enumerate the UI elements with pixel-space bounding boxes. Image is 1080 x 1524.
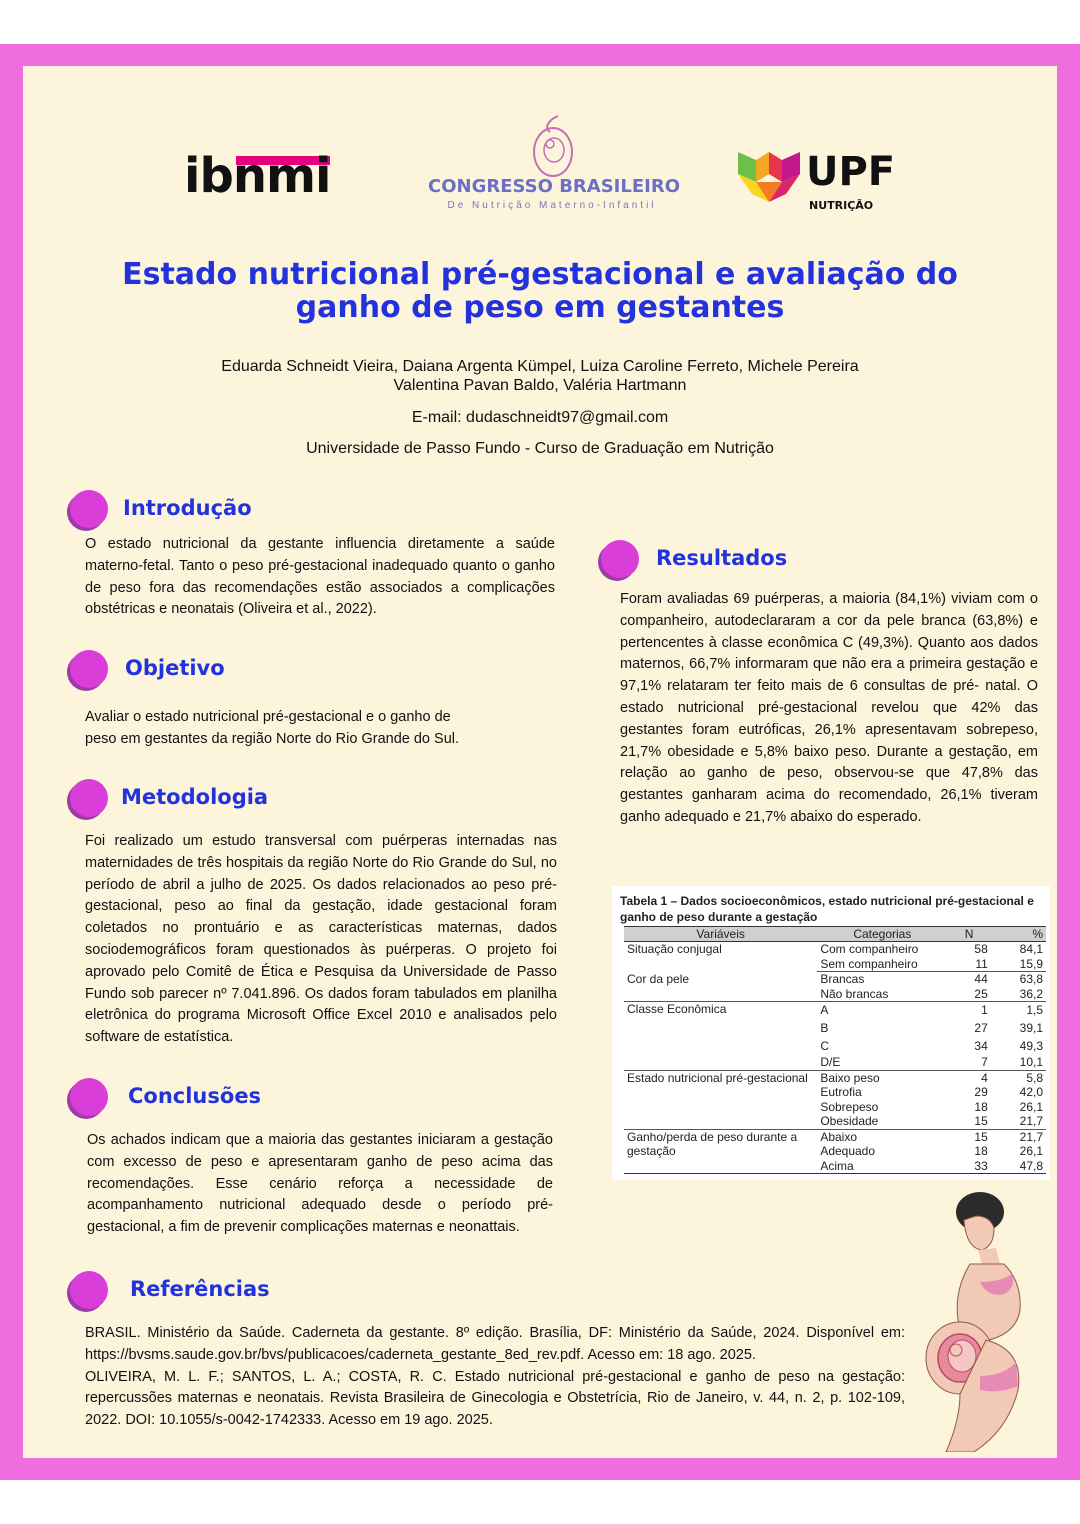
- table-cell-variable: Cor da pele: [624, 972, 817, 1002]
- ibnmi-logo: ibnmi: [184, 148, 331, 204]
- table-cell-n: 18: [974, 1144, 988, 1158]
- congresso-logo-title: CONGRESSO BRASILEIRO: [428, 176, 680, 197]
- title-line-2: ganho de peso em gestantes: [295, 290, 785, 325]
- resultados-text: Foram avaliadas 69 puérperas, a maioria (84,1%) viviam com o companheiro, autodeclararam a cor da pele branca (63,8%) e pertencentes à classe econômica C (49,3%). Quanto aos dados maternos, 66,7% informaram que não era a primeira gestação e 97,1% relataram ter feito mais de 6 consultas de pré- natal. O estado nutricional pré-gestacional revelou que 42% das gestantes foram eutróficas, 26,1% apresentavam sobrepeso, 21,7% obesidade e 5,8% baixo peso. Durante a gestação, em relação ao ganho de peso, observou-se que 47,8% das gestantes ganharam acima do recomendado, 26,1% tiveram ganho adequado e 21,7% abaixo do esperado.: [620, 591, 1038, 825]
- table-cell-category: Baixo peso: [820, 1070, 880, 1085]
- resultados-bullet-icon: [601, 540, 639, 578]
- table-cell-category: Abaixo: [820, 1129, 858, 1144]
- table-row: [624, 942, 1046, 957]
- table-cell-category: D/E: [817, 1055, 947, 1070]
- referencias-heading: Referências: [130, 1277, 270, 1301]
- table-cell-category: Adequado: [820, 1144, 876, 1158]
- table-cell-variable: Classe Econômica: [624, 1002, 817, 1071]
- table-cell-category: Acima: [817, 1159, 947, 1174]
- table-cell-pct: 42,0: [1019, 1085, 1043, 1099]
- introducao-text: O estado nutricional da gestante influencia diretamente a saúde materno-fetal. Tanto o peso pré-gestacional inadequado quanto o ganho de peso fora das recomendações estão associados a complicações obstétricas e neonatais (Oliveira et al., 2022).: [85, 536, 555, 618]
- table-cell-category: Obesidade: [817, 1114, 947, 1129]
- table-cell-pct: 26,1: [1019, 1144, 1043, 1158]
- table-cell-pct: 47,8: [991, 1159, 1046, 1174]
- table-cell-pct: 63,8: [1019, 972, 1043, 986]
- poster-title: [60, 258, 1020, 324]
- table-header-pct: %: [991, 927, 1046, 942]
- pregnant-woman-illustration: [920, 1190, 1046, 1452]
- table-cell-category: C: [820, 1039, 829, 1053]
- table-cell-n: 44: [974, 972, 988, 986]
- table-cell-pct: 15,9: [991, 957, 1046, 972]
- referencias-text: [85, 1323, 905, 1432]
- upf-logo-text: UPF: [806, 149, 896, 195]
- table-cell-pct: 26,1: [1019, 1099, 1043, 1114]
- metodologia-bullet-icon: [70, 779, 108, 817]
- table-cell-n: 15: [974, 1129, 988, 1144]
- objetivo-line-2: peso em gestantes da região Norte do Rio Grande do Sul.: [85, 730, 460, 747]
- table-cell-n: 7: [947, 1055, 990, 1070]
- table-row: [624, 1070, 1046, 1085]
- table-cell-pct: 5,8: [1026, 1070, 1043, 1085]
- table-cell-variable: Situação conjugal: [627, 942, 722, 956]
- table-cell-variable: Ganho/perda de peso durante a gestação: [624, 1129, 817, 1174]
- table-cell-n: 4: [981, 1070, 988, 1085]
- table-caption: Tabela 1 – Dados socioeconômicos, estado nutricional pré-gestacional e ganho de peso durante a gestação: [620, 894, 1034, 924]
- authors-line-1: Eduarda Schneidt Vieira, Daiana Argenta Kümpel, Luiza Caroline Ferreto, Michele Pereira: [221, 358, 859, 375]
- table-cell-n: 34: [974, 1039, 988, 1053]
- table-cell-category: B: [820, 1021, 829, 1035]
- table-cell-pct: 21,7: [991, 1114, 1046, 1129]
- objetivo-bullet-icon: [70, 650, 108, 688]
- title-line-1: Estado nutricional pré-gestacional e avaliação do: [122, 257, 958, 292]
- table-cell-category: Sobrepeso: [820, 1099, 879, 1114]
- metodologia-text: Foi realizado um estudo transversal com puérperas internadas nas maternidades de três hospitais da região Norte do Rio Grande do Sul, no período de abril a julho de 2025. Os dados relacionados ao peso pré-gestacional, peso ao final da gestação, idade gestacional foram coletados no prontuário e as características maternas, dados sociodemográficos foram questionados às puérperas. O projeto foi aprovado pelo Comitê de Ética e Pesquisa da Universidade de Passo Fundo sob parecer nº 7.041.896. Os dados foram tabulados em planilha eletrônica do programa Microsoft Office Excel 2010 e analisados pelo software de estatística.: [85, 833, 557, 1046]
- reference-item-2: OLIVEIRA, M. L. F.; SANTOS, L. A.; COSTA, R. C. Estado nutricional pré-gestacional e ganho de peso na gestação: repercussões maternas e neonatais. Revista Brasileira de Ginecologia e Obstetrícia, Rio de Janeiro, v. 44, n. 2, p. 102-109, 2022. DOI: 10.1055/s-0042-1742333. Acesso em 19 ago. 2025.: [85, 1368, 905, 1429]
- table-cell-n: 25: [947, 987, 990, 1002]
- referencias-bullet-icon: [70, 1271, 108, 1309]
- conclusoes-text: Os achados indicam que a maioria das gestantes iniciaram a gestação com excesso de peso e apresentaram ganho de peso acima das recomendações. Esse cenário reforça a necessidade de acompanhamento nutricional adequado desde o período pré-gestacional, a fim de prevenir complicações maternas e neonattais.: [87, 1132, 553, 1236]
- introducao-bullet-icon: [70, 490, 108, 528]
- authors: [120, 357, 960, 395]
- table-cell-n: 15: [947, 1114, 990, 1129]
- table-row: [624, 972, 1046, 987]
- table-header-categorias: Categorias: [817, 927, 947, 942]
- metodologia-heading: Metodologia: [121, 785, 269, 809]
- table-cell-category: Eutrofia: [820, 1085, 862, 1099]
- objetivo-heading: Objetivo: [125, 656, 225, 680]
- contact-email: E-mail: dudaschneidt97@gmail.com: [411, 409, 669, 426]
- table-cell-category: Brancas: [820, 972, 865, 986]
- table-cell-pct: 49,3: [1019, 1039, 1043, 1053]
- table-cell-n: 1: [981, 1003, 988, 1017]
- table-header-row: [624, 927, 1046, 942]
- table-cell-category: Com companheiro: [820, 942, 919, 956]
- table-header-n: N: [947, 927, 990, 942]
- congresso-logo-icon: [530, 112, 576, 180]
- table-cell-pct: 84,1: [1019, 942, 1043, 956]
- table-cell-n: 11: [947, 957, 990, 972]
- table-cell-category: Não brancas: [817, 987, 947, 1002]
- upf-logo-icon: [738, 148, 800, 202]
- objetivo-line-1: Avaliar o estado nutricional pré-gestacional e o ganho de: [85, 709, 451, 725]
- table-row: [624, 1002, 1046, 1020]
- congresso-logo-subtitle: De Nutrição Materno-Infantil: [447, 200, 657, 211]
- conclusoes-heading: Conclusões: [128, 1084, 262, 1108]
- resultados-heading: Resultados: [656, 546, 788, 570]
- table-cell-variable: Estado nutricional pré-gestacional: [624, 1070, 817, 1129]
- table-row: [624, 1129, 1046, 1144]
- table-cell-pct: 39,1: [1019, 1021, 1043, 1035]
- upf-logo-subtitle: NUTRIÇÃO: [809, 199, 874, 212]
- table-cell-n: 27: [974, 1021, 988, 1035]
- table-cell-n: 18: [974, 1099, 988, 1114]
- conclusoes-bullet-icon: [70, 1078, 108, 1116]
- table-cell-n: 29: [974, 1085, 988, 1099]
- table-cell-n: 33: [947, 1159, 990, 1174]
- introducao-heading: Introdução: [123, 496, 252, 520]
- table-cell-pct: 10,1: [991, 1055, 1046, 1070]
- table-cell-category: Sem companheiro: [817, 957, 947, 972]
- authors-line-2: Valentina Pavan Baldo, Valéria Hartmann: [393, 377, 687, 394]
- results-table: [624, 926, 1046, 1174]
- table-cell-pct: 36,2: [991, 987, 1046, 1002]
- table-cell-category: A: [820, 1003, 829, 1017]
- reference-item-1: BRASIL. Ministério da Saúde. Caderneta da gestante. 8º edição. Brasília, DF: Ministério da Saúde, 2024. Disponível em: https://bvsms.saude.gov.br/bvs/publicacoes/caderneta_gestante_8ed_rev.pdf. Acesso em: 18 ago. 2025.: [85, 1325, 905, 1363]
- table-cell-pct: 1,5: [1026, 1003, 1043, 1017]
- table-header-variaveis: Variáveis: [624, 927, 817, 942]
- objetivo-text: [85, 707, 505, 751]
- table-cell-pct: 21,7: [1019, 1129, 1043, 1144]
- table-cell-n: 58: [974, 942, 988, 956]
- institution: Universidade de Passo Fundo - Curso de Graduação em Nutrição: [306, 440, 774, 457]
